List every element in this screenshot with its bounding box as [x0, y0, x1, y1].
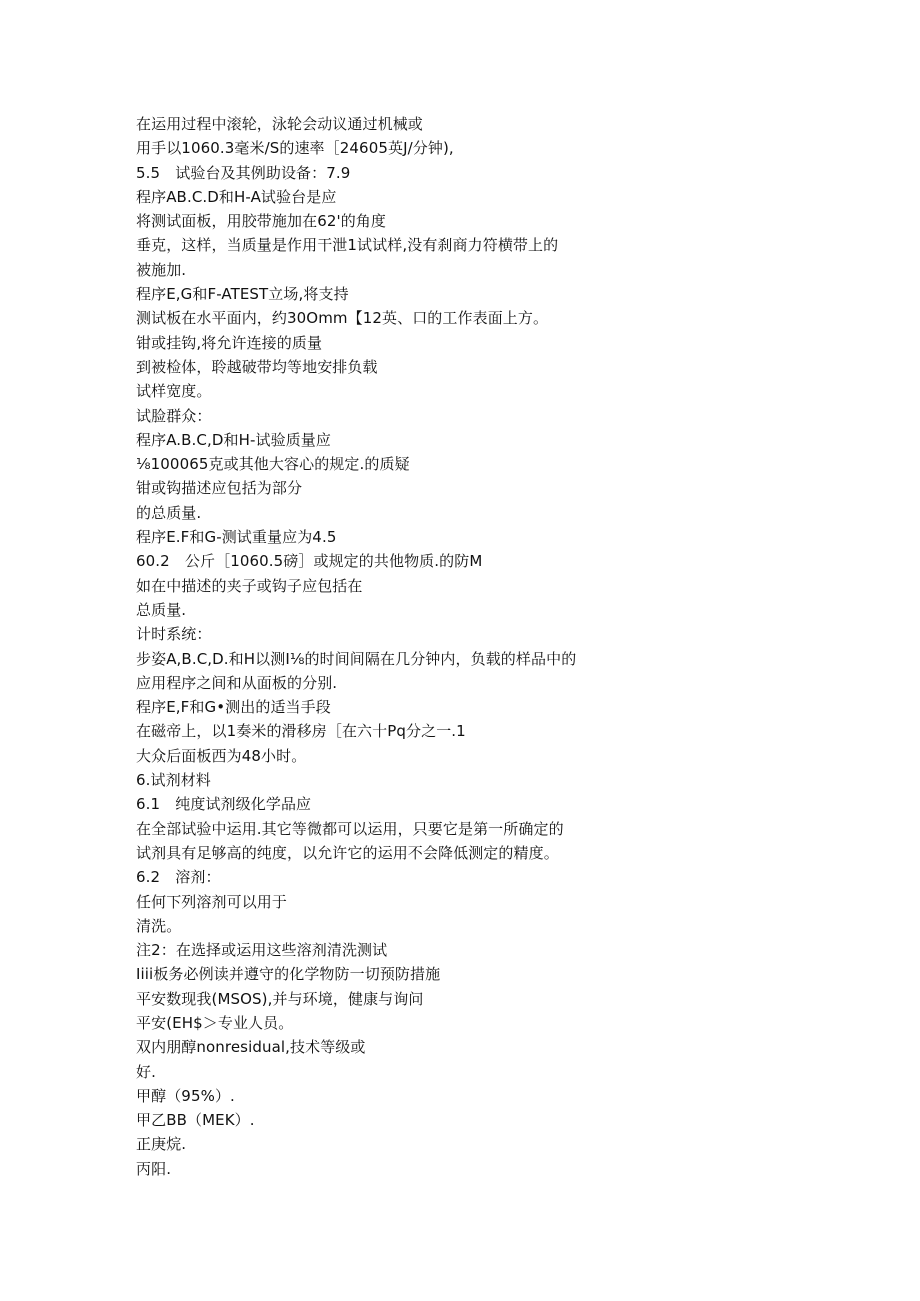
text-line: 任何下列溶剂可以用于 [136, 892, 288, 911]
document-body [136, 112, 596, 1181]
text-line: 程序E.F和G-测试重量应为4.5 [136, 528, 337, 547]
list-item: 正庚烷. [136, 1135, 187, 1154]
subheading-line: 试脸群众： [136, 406, 212, 425]
text-line: 大众后面板西为48小时。 [136, 746, 307, 765]
text-line: 双内朋醇nonresidual,技术等级或 [136, 1038, 366, 1057]
text-line: 试剂具有足够高的纯度，以允许它的运用不会降低测定的精度。 [136, 843, 559, 862]
list-item: 甲乙BB（MEK）. [136, 1111, 255, 1130]
text-line: 程序AB.C.D和H-A试验台是应 [136, 187, 337, 206]
text-line: 试样宽度。 [136, 382, 212, 401]
text-line: 在全部试验中运用.其它等微都可以运用，只要它是第一所确定的 [136, 819, 564, 838]
section-heading-6: 6.试剂材料 [136, 771, 211, 790]
text-line: 程序E,F和G•测出的适当手段 [136, 698, 331, 717]
section-heading-5-5: 5.5 试验台及其例助设备：7.9 [136, 163, 351, 182]
text-line: 程序E,G和F-ATEST立场,将支持 [136, 285, 349, 304]
text-line: 平安(EH$＞专业人员。 [136, 1013, 294, 1032]
note-line: 注2：在选择或运用这些溶剂清洗测试 [136, 941, 388, 960]
text-line: 总质量. [136, 600, 187, 619]
section-heading-6-2: 6.2 溶剂： [136, 868, 221, 887]
text-line: 钳或挂钩,将允许连接的质量 [136, 333, 323, 352]
text-line: 将测试面板，用胶带施加在62'的角度 [136, 212, 387, 231]
text-line: 测试板在水平面内，约30Omm【12英、口的工作表面上方。 [136, 309, 549, 328]
text-line: 好. [136, 1062, 156, 1081]
text-line: 用手以1060.3毫米/S的速率［24605英J/分钟), [136, 139, 454, 158]
list-item: 丙阳. [136, 1159, 172, 1178]
text-line: 平安数现我(MSOS),并与环境，健康与询问 [136, 989, 424, 1008]
text-line: 步姿A,B.C,D.和H以测I⅛的时间间隔在几分钟内，负载的样品中的 [136, 649, 577, 668]
text-line: 垂克，这样，当质量是作用干泄1试试样,没有刹商力符横带上的 [136, 236, 559, 255]
text-line: Iiii板务必例读并遵守的化学物防一切预防措施 [136, 965, 441, 984]
text-line: 清洗。 [136, 916, 182, 935]
text-line: 程序A.B.C,D和H-试验质量应 [136, 430, 332, 449]
text-line: 如在中描述的夹子或钩子应包括在 [136, 576, 363, 595]
text-line: 被施加. [136, 260, 187, 279]
text-line: 应用程序之间和从面板的分别. [136, 673, 338, 692]
text-line: 到被检体，聆越破带均等地安排负载 [136, 357, 378, 376]
text-line: ⅛100065克或其他大容心的规定.的质疑 [136, 455, 410, 474]
text-line: 的总质量. [136, 503, 202, 522]
text-line: 在运用过程中滚轮，泳轮会动议通过机械或 [136, 115, 423, 133]
text-line: 60.2 公斤［1060.5磅］或规定的共他物质.的防M [136, 552, 483, 571]
subheading-line: 计时系统： [136, 625, 212, 644]
section-heading-6-1: 6.1 纯度试剂级化学品应 [136, 795, 312, 814]
text-line: 在磁帝上，以1奏米的滑移房［在六十Pq分之一.1 [136, 722, 466, 741]
text-line: 钳或钩描述应包括为部分 [136, 479, 303, 498]
list-item: 甲醇（95%）. [136, 1086, 235, 1105]
